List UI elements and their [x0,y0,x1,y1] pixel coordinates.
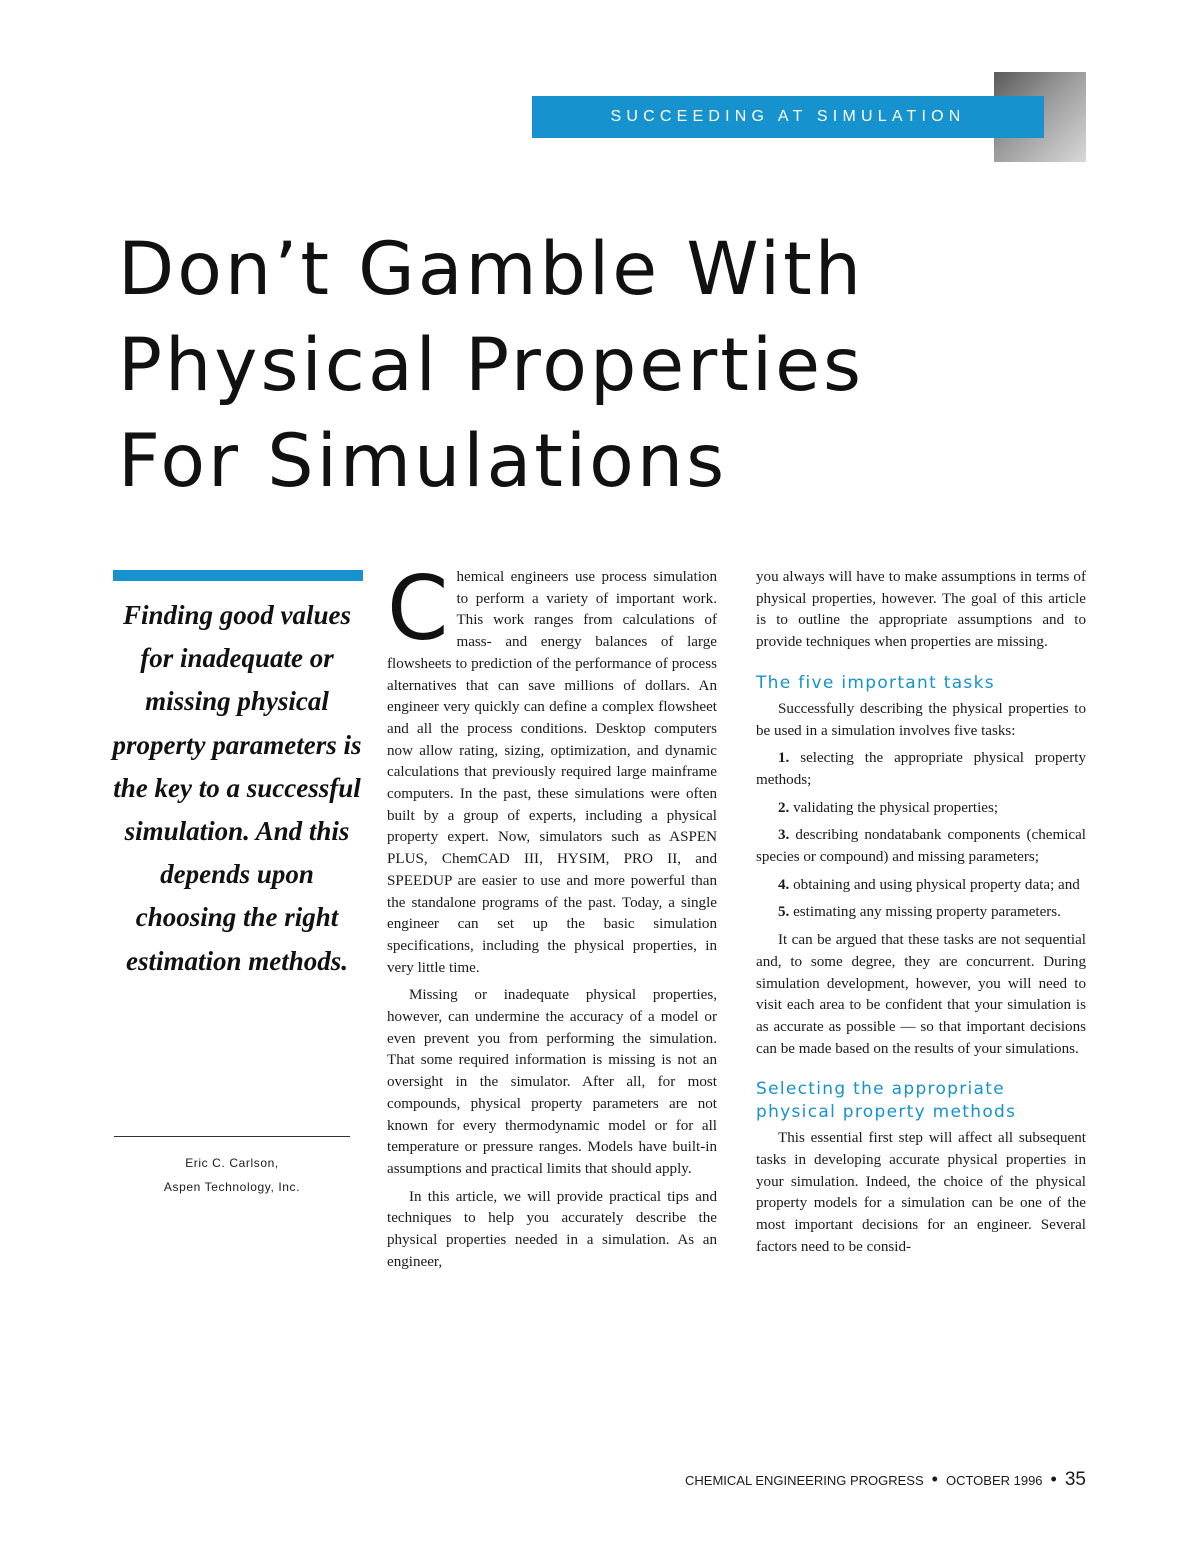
footer-date: OCTOBER 1996 [945,1473,1043,1488]
subhead-line-2: physical property methods [756,1102,1017,1123]
task-text: selecting the appropriate physical property methods; [756,750,1086,788]
pullquote: Finding good values for inadequate or missing physical property parameters is the key to a successful simulation. And this depends upon choosing the right estimation methods. [112,600,362,976]
drop-cap: C [387,557,449,660]
intro-paragraph [387,557,717,979]
footer-journal: CHEMICAL ENGINEERING PROGRESS [685,1473,924,1488]
task-item [756,748,1086,791]
body-paragraph: It can be argued that these tasks are not sequential and, to some degree, they are concurrent. During simulation development, however, you will need to visit each area to be confident that your simulation is as accurate as possible — so that important decisions can be made based on the results of your simulations. [756,932,1086,1057]
footer-bullet: • [1050,1469,1057,1489]
body-paragraph: Successfully describing the physical properties to be used in a simulation involves five tasks: [756,700,1086,739]
task-number: 1. [778,750,790,767]
title-line-1: Don’t Gamble With [118,227,865,312]
task-text: obtaining and using physical property data; and [793,876,1080,893]
intro-text: hemical engineers use process simulation to perform a variety of important work. This work ranges from calculations of mass- and energy balances of large flowsheets to prediction of the performance of process alternatives that can save millions of dollars. An engineer very quickly can define a complex flowsheet and all the process conditions. Desktop computers now allow rating, sizing, optimization, and dynamic calculations that previously required large mainframe computers. In the past, these simulations were often built by a group of experts, including a physical property expert. Now, simulators such as ASPEN PLUS, ChemCAD III, HYSIM, PRO II, and SPEEDUP are easier to use and more powerful than the standalone programs of the past. Today, a single engineer can set up the basic simulation specifications, including the physical properties, in very little time. [387,569,717,976]
body-column-1 [387,557,717,1280]
task-number: 4. [778,876,790,893]
task-item [756,875,1086,897]
title-line-2: Physical Properties [118,323,865,408]
title-line-3: For Simulations [118,419,728,504]
body-paragraph: Missing or inadequate physical properties, however, can undermine the accuracy of a model or even prevent you from performing the simulation. That some required information is missing is not an oversight in the simulator. After all, for most compounds, physical property parameters are not known for every thermodynamic model or for all temperature or pressure ranges. Models have built-in assumptions and practical limits that should apply. [387,987,717,1177]
author-block [114,1151,350,1199]
page-footer [648,1469,1086,1491]
author-divider [114,1136,350,1137]
body-paragraph: In this article, we will provide practical tips and techniques to help you accurately describe the physical properties needed in a simulation. As an engineer, [387,1188,717,1270]
pullquote-accent-bar [113,570,363,581]
task-text: describing nondatabank components (chemical species or compound) and missing parameters; [756,827,1086,866]
task-number: 3. [778,827,790,844]
body-column-2 [756,567,1086,1265]
footer-bullet: • [931,1469,938,1489]
body-paragraph: you always will have to make assumptions in terms of physical properties, however. The goal of this article is to outline the appropriate assumptions and to provide techniques when properties are missing. [756,569,1086,651]
task-number: 5. [778,904,790,921]
task-item [756,902,1086,924]
author-name: Eric C. Carlson, [185,1156,279,1170]
task-number: 2. [778,799,790,816]
body-paragraph: This essential first step will affect all subsequent tasks in developing accurate physical properties in your simulation. Indeed, the choice of the physical property models for a simulation can be one of the most important decisions for an engineer. Several factors need to be consid- [756,1130,1086,1255]
task-text: validating the physical properties; [793,799,999,816]
task-item [756,825,1086,868]
subhead-selecting-methods [756,1078,1086,1124]
task-item [756,798,1086,820]
subhead-line-1: Selecting the appropriate [756,1079,1006,1100]
author-affiliation: Aspen Technology, Inc. [163,1180,301,1194]
page-number: 35 [1064,1469,1086,1490]
article-title [118,222,1118,510]
section-banner: SUCCEEDING AT SIMULATION [532,96,1044,138]
task-text: estimating any missing property parameters. [793,904,1061,921]
subhead-five-tasks: The five important tasks [756,672,995,693]
